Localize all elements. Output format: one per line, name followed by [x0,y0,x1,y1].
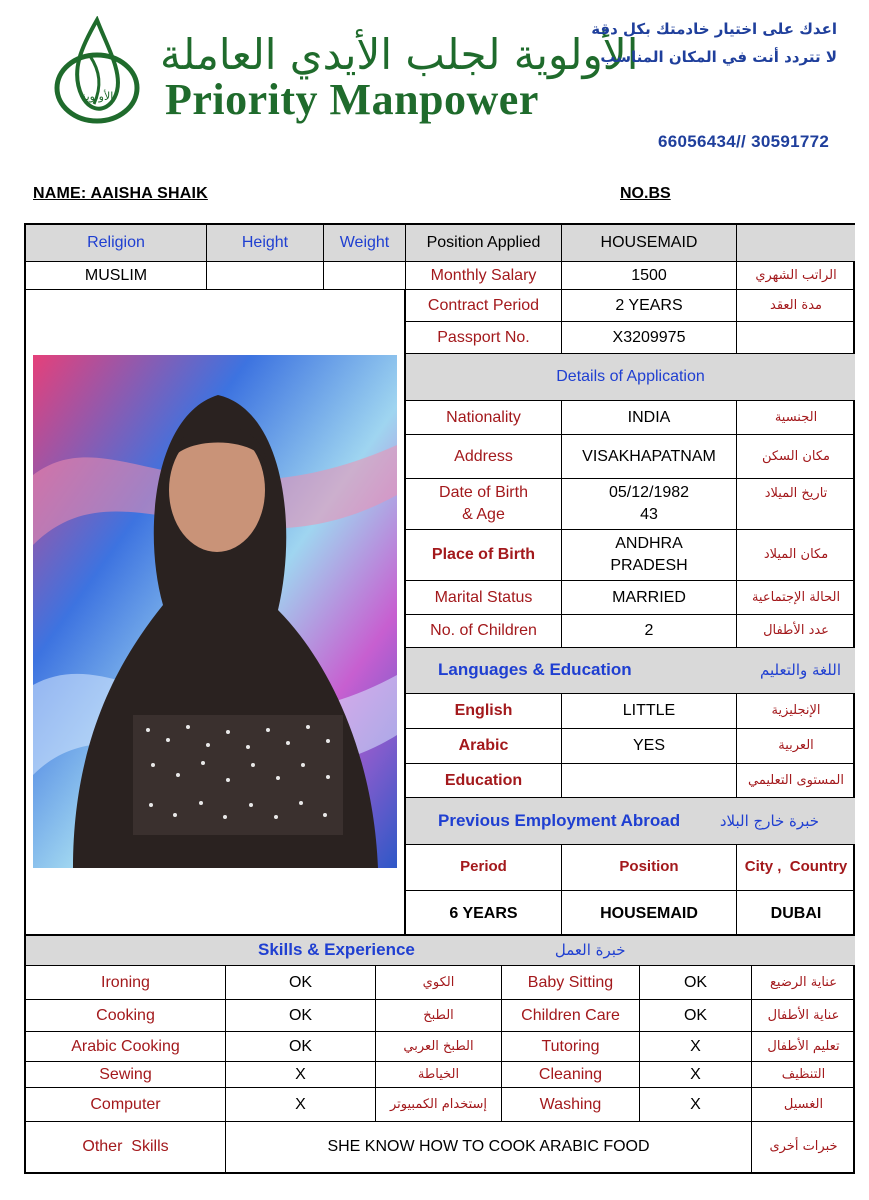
slogan-line-1: اعدك على اختيار خادمتك بكل دقة [591,20,837,38]
skill-arabic-cooking: Arabic Cooking [26,1032,226,1062]
position-applied-label: Position Applied [406,225,562,262]
other-skills-ar: خبرات أخرى [769,1139,838,1155]
address-label: Address [406,435,562,479]
skill-cooking: Cooking [26,1000,226,1032]
skills-title-ar: خبرة العمل [554,941,626,960]
monthly-salary-value: 1500 [562,262,737,290]
passport-ar [737,322,855,354]
period-header: Period [406,845,562,891]
phone-numbers: 66056434// 30591772 [658,132,830,151]
skill-children-care: Children Care [502,1000,640,1032]
dob-label-line1: Date of Birth [439,484,528,502]
arabic-value: YES [562,729,737,764]
skill-children-care-ar: عناية الأطفال [752,1000,855,1032]
religion-value: MUSLIM [26,262,207,290]
children-label: No. of Children [406,615,562,648]
skill-cleaning-value: X [640,1062,752,1088]
marital-status-value: MARRIED [562,581,737,615]
other-skills-value: SHE KNOW HOW TO COOK ARABIC FOOD [226,1122,752,1172]
monthly-salary-ar: الراتب الشهري [737,262,855,290]
position-value: HOUSEMAID [562,891,737,936]
education-value [562,764,737,798]
skill-baby-sitting: Baby Sitting [502,966,640,1000]
weight-value [324,262,406,290]
skill-tutoring: Tutoring [502,1032,640,1062]
height-header: Height [207,225,324,262]
skill-ironing-value: OK [226,966,376,1000]
period-value: 6 YEARS [406,891,562,936]
other-skills-label: Other Skills [26,1122,226,1172]
skill-cooking-ar: الطبخ [376,1000,502,1032]
marital-status-ar: الحالة الإجتماعية [737,581,855,615]
skill-washing-ar: الغسيل [752,1088,855,1122]
dob-label [406,479,562,530]
education-label: Education [406,764,562,798]
languages-title-ar: اللغة والتعليم [760,661,841,680]
logo-text: الأولوية [80,90,114,103]
dob-date: 05/12/1982 [608,484,690,502]
contract-period-label: Contract Period [406,290,562,322]
skill-tutoring-ar: تعليم الأطفال [752,1032,855,1062]
employment-title-ar: خبرة خارج البلاد [719,811,819,830]
languages-title-en: Languages & Education [438,660,632,680]
skill-children-care-value: OK [640,1000,752,1032]
english-value: LITTLE [562,694,737,729]
place-of-birth-line2: PRADESH [610,557,688,574]
calligraphy-logo-icon [52,16,142,126]
address-ar: مكان السكن [737,435,855,479]
candidate-number: NO.BS [620,185,671,202]
passport-label: Passport No. [406,322,562,354]
languages-section-title [406,648,855,694]
skills-title-en: Skills & Experience [258,940,415,960]
skill-washing-value: X [640,1088,752,1122]
skill-ironing: Ironing [26,966,226,1000]
dob-ar: تاريخ الميلاد [737,479,855,530]
location-header: City , Country [737,845,855,891]
dob-label-line2: & Age [462,506,505,523]
skill-ironing-ar: الكوي [376,966,502,1000]
skill-cleaning: Cleaning [502,1062,640,1088]
column-divider [404,290,406,936]
weight-header: Weight [324,225,406,262]
dob-value [562,479,737,530]
position-applied-ar [737,225,855,262]
skills-table [24,936,855,1174]
skill-sewing-value: X [226,1062,376,1088]
skill-washing: Washing [502,1088,640,1122]
arabic-label: Arabic [406,729,562,764]
height-value [207,262,324,290]
location-value: DUBAI [770,904,822,922]
passport-value: X3209975 [562,322,737,354]
employment-section-title [406,798,855,845]
skill-sewing: Sewing [26,1062,226,1088]
contract-period-ar: مدة العقد [737,290,855,322]
place-of-birth-ar: مكان الميلاد [737,530,855,581]
skill-tutoring-value: X [640,1032,752,1062]
skill-arabic-cooking-ar: الطبخ العربي [376,1032,502,1062]
address-value: VISAKHAPATNAM [562,435,737,479]
nationality-label: Nationality [406,401,562,435]
children-ar: عدد الأطفال [737,615,855,648]
skill-arabic-cooking-value: OK [226,1032,376,1062]
skill-computer: Computer [26,1088,226,1122]
skill-baby-sitting-value: OK [640,966,752,1000]
skill-baby-sitting-ar: عناية الرضيع [752,966,855,1000]
age-value: 43 [640,506,658,523]
skills-section-title [26,936,855,966]
position-applied-value: HOUSEMAID [562,225,737,262]
english-label: English [406,694,562,729]
employment-title-en: Previous Employment Abroad [438,810,681,830]
arabic-ar: العربية [737,729,855,764]
skill-cleaning-ar: التنظيف [752,1062,855,1088]
education-ar: المستوى التعليمي [737,764,855,798]
place-of-birth-label: Place of Birth [406,530,562,581]
nationality-ar: الجنسية [737,401,855,435]
marital-status-label: Marital Status [406,581,562,615]
position-header: Position [562,845,737,891]
monthly-salary-label: Monthly Salary [406,262,562,290]
skill-cooking-value: OK [226,1000,376,1032]
place-of-birth-value [562,530,737,581]
company-name-arabic: الأولوية لجلب الأيدي العاملة [160,30,639,79]
contract-period-value: 2 YEARS [562,290,737,322]
skill-computer-ar: إستخدام الكمبيوتر [376,1088,502,1122]
religion-header: Religion [26,225,207,262]
slogan-line-2: لا تتردد أنت في المكان المناسب [600,48,837,66]
company-name-english: Priority Manpower [165,75,539,124]
details-section-title: Details of Application [406,354,855,401]
candidate-photo [33,355,397,868]
place-of-birth-line1: ANDHRA [615,535,683,553]
skill-sewing-ar: الخياطة [376,1062,502,1088]
nationality-value: INDIA [562,401,737,435]
english-ar: الإنجليزية [737,694,855,729]
children-value: 2 [562,615,737,648]
candidate-name: NAME: AAISHA SHAIK [33,185,208,202]
skill-computer-value: X [226,1088,376,1122]
